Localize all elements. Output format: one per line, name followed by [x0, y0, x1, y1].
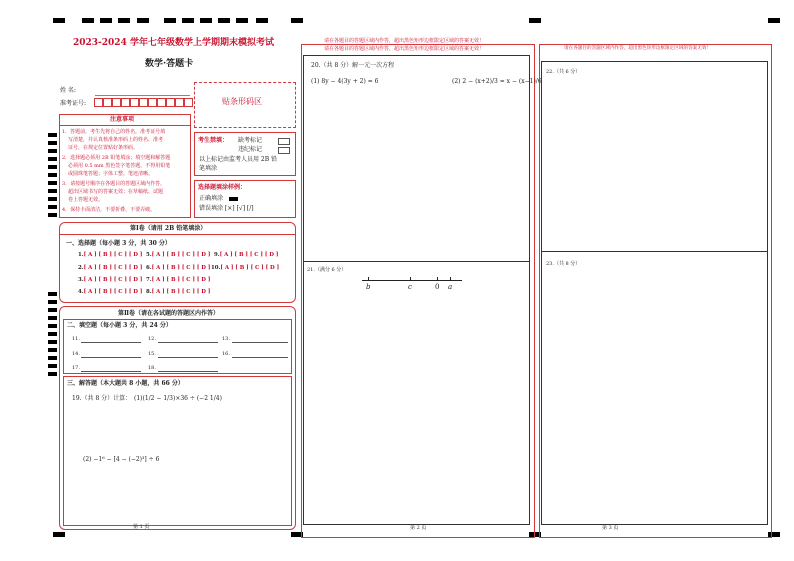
part2-title: 第Ⅱ卷（请在各试题的答题区内作答）	[118, 310, 220, 317]
top-marker	[100, 18, 112, 23]
exam-title: 2023-2024 学年七年级数学上学期期末模拟考试	[73, 38, 274, 48]
notice-line-4: 2．选择题必须用 2B 铅笔填涂；填空题和解答题	[62, 155, 171, 161]
top-marker	[236, 18, 248, 23]
name-label: 姓 名:	[60, 87, 76, 94]
q20-part1: (1) 8y − 4(3y + 2) = 6	[311, 78, 379, 85]
top-marker	[291, 18, 303, 23]
choice-q9[interactable]: 9.[ A ] [ B ] [ C ] [ D ]	[214, 252, 279, 258]
side-marker	[48, 141, 57, 145]
top-marker	[137, 18, 149, 23]
part1-divider	[59, 234, 296, 235]
q22-head: 22.（共 6 分）	[546, 69, 581, 75]
side-marker	[48, 133, 57, 137]
side-marker	[48, 300, 57, 304]
q23-head: 23.（共 8 分）	[546, 261, 581, 267]
name-line[interactable]	[95, 95, 190, 96]
q20-q21-divider	[303, 261, 530, 262]
violation-checkbox[interactable]	[278, 147, 290, 154]
side-marker	[48, 149, 57, 153]
fill-q18-line[interactable]	[158, 371, 218, 372]
choice-q2[interactable]: 2.[ A ] [ B ] [ C ] [ D ]	[78, 265, 143, 271]
fill-q16-line[interactable]	[232, 357, 288, 358]
q19-head: 19.（共 8 分）计算：	[72, 395, 132, 402]
notice-line-5: 必须用 0.5 mm 黑色签字笔答题，不得用铅笔	[68, 163, 171, 169]
choice-q1[interactable]: 1.[ A ] [ B ] [ C ] [ D ]	[78, 252, 143, 258]
side-marker	[48, 189, 57, 193]
notice-line-8: 超出区域书写的答案无效；在草稿纸、试题	[68, 189, 164, 195]
page1-footer: 第 1 页	[133, 524, 150, 530]
side-marker	[48, 213, 57, 217]
fill-q15: 15.	[148, 351, 156, 357]
q19-part2: (2) −1⁶ − [4 − (−2)³] ÷ 6	[83, 456, 160, 463]
fill-q14: 14.	[72, 351, 80, 357]
side-marker	[48, 364, 57, 368]
page3-warn: 请在各题目的答题区域内作答，超出黑色矩形边框限定区域的答案无效！	[564, 46, 712, 51]
fill-q13: 13.	[222, 336, 230, 342]
fill-section-title: 二、填空题（每小题 3 分，共 24 分）	[67, 322, 172, 329]
fill-q17: 17.	[72, 365, 80, 371]
tick-c	[410, 277, 411, 281]
top-marker	[118, 18, 130, 23]
side-marker	[48, 181, 57, 185]
side-marker	[48, 324, 57, 328]
candidate-flag-title: 考生禁填：	[198, 137, 229, 144]
side-marker	[48, 340, 57, 344]
top-marker	[164, 18, 176, 23]
side-marker	[48, 332, 57, 336]
q20-part2: (2) 2 − (x+2)/3 = x − (x−1)/6	[452, 78, 542, 85]
side-marker	[48, 165, 57, 169]
choice-q8[interactable]: 8.[ A ] [ B ] [ C ] [ D ]	[146, 289, 211, 295]
notice-line-6: 或圆珠笔答题；字体工整、笔迹清晰。	[68, 171, 154, 177]
q21-head: 21.（满分 6 分）	[307, 267, 347, 273]
choice-section-title: 一、选择题（每小题 3 分，共 30 分）	[66, 240, 171, 247]
absent-checkbox[interactable]	[278, 138, 290, 145]
label-b: b	[366, 283, 371, 291]
label-0: 0	[435, 283, 440, 291]
fill-q12-line[interactable]	[158, 342, 218, 343]
exam-no-label: 准考证号:	[60, 100, 87, 107]
choice-q4[interactable]: 4.[ A ] [ B ] [ C ] [ D ]	[78, 289, 143, 295]
fill-q16: 16.	[222, 351, 230, 357]
page2-warn-1: 请在各题目的答题区域内作答，超出黑色矩形边框限定区域的答案无效！	[324, 38, 485, 44]
side-marker	[48, 316, 57, 320]
side-marker	[48, 372, 57, 376]
fill-q12: 12.	[148, 336, 156, 342]
correct-fill-sample	[229, 197, 238, 201]
side-marker	[48, 308, 57, 312]
fill-q15-line[interactable]	[158, 357, 218, 358]
flag-note-2: 笔填涂	[199, 165, 218, 172]
page2-answer-frame[interactable]	[303, 55, 530, 525]
notice-title: 注意事项	[110, 116, 135, 123]
top-marker	[529, 18, 541, 23]
page2-footer: 第 2 页	[410, 525, 427, 531]
notice-line-7: 3．请按题号顺序在各题目的答题区域内作答，	[62, 181, 166, 187]
notice-line-1: 1．答题前，考生先将自己的姓名，准考证号填	[62, 129, 166, 135]
side-marker	[48, 292, 57, 296]
exam-no-boxes[interactable]	[94, 98, 194, 109]
flag-note-1: 以上标记由监考人员用 2B 铅	[199, 156, 278, 163]
fill-q18: 18.	[148, 365, 156, 371]
notice-divider	[59, 125, 191, 126]
page2-warn-2: 请在各题目的答题区域内作答，超出黑色矩形边框限定区域的答案无效！	[324, 46, 485, 52]
fill-q14-line[interactable]	[81, 357, 141, 358]
side-marker	[48, 356, 57, 360]
q20-head: 20.（共 8 分）解一元一次方程	[311, 62, 395, 69]
tick-a	[450, 277, 451, 281]
violation-label: 违纪标记	[238, 146, 263, 153]
correct-fill-label: 正确填涂	[199, 195, 224, 202]
notice-line-10: 4．保持卡面清洁，不要折叠、不要弄破。	[62, 207, 156, 213]
side-marker	[48, 157, 57, 161]
page3-footer: 第 3 页	[602, 525, 619, 531]
notice-line-2: 写清楚，并认真核准条形码上的姓名、准考	[68, 137, 164, 143]
fill-q13-line[interactable]	[232, 342, 288, 343]
bottom-marker	[53, 532, 65, 537]
top-marker	[256, 18, 268, 23]
tick-0	[437, 277, 438, 281]
number-line	[362, 280, 462, 281]
side-marker	[48, 173, 57, 177]
label-c: c	[408, 283, 412, 291]
top-marker	[768, 18, 780, 23]
side-marker	[48, 205, 57, 209]
top-marker	[218, 18, 230, 23]
top-marker	[82, 18, 94, 23]
side-marker	[48, 197, 57, 201]
wrong-fill-label: 错误填涂 [×] [√] [/]	[199, 205, 254, 212]
exam-subtitle: 数学·答题卡	[145, 59, 194, 69]
absent-label: 缺考标记	[238, 137, 263, 144]
choice-q6[interactable]: 6.[ A ] [ B ] [ C ] [ D ]	[146, 265, 211, 271]
top-marker	[182, 18, 194, 23]
tick-b	[368, 277, 369, 281]
fill-q11-line[interactable]	[81, 342, 141, 343]
notice-line-3: 证号，在规定位置贴好条形码。	[68, 145, 139, 151]
choice-q5[interactable]: 5.[ A ] [ B ] [ C ] [ D ]	[146, 252, 211, 258]
label-a: a	[448, 283, 453, 291]
fill-sample-title: 选择题填涂样例：	[198, 184, 247, 191]
fill-q17-line[interactable]	[81, 371, 141, 372]
q19-part1: (1)(1/2 − 1/3)×36 ÷ (−2 1/4)	[134, 395, 222, 402]
choice-q10[interactable]: 10.[ A ] [ B ] [ C ] [ D ]	[211, 265, 280, 271]
top-marker	[53, 18, 65, 23]
side-marker	[48, 348, 57, 352]
choice-q7[interactable]: 7.[ A ] [ B ] [ C ] [ D ]	[146, 277, 211, 283]
choice-q3[interactable]: 3.[ A ] [ B ] [ C ] [ D ]	[78, 277, 143, 283]
fill-q11: 11.	[72, 336, 80, 342]
page3-answer-frame[interactable]	[541, 61, 768, 525]
top-marker	[200, 18, 212, 23]
q22-q23-divider	[541, 251, 768, 252]
notice-line-9: 卷上答题无效。	[68, 197, 104, 203]
part1-title: 第Ⅰ卷（请用 2B 铅笔填涂）	[130, 225, 207, 232]
answer-section-title: 三、解答题（本大题共 8 小题，共 66 分）	[67, 380, 184, 387]
barcode-label: 贴条形码区	[222, 97, 262, 106]
